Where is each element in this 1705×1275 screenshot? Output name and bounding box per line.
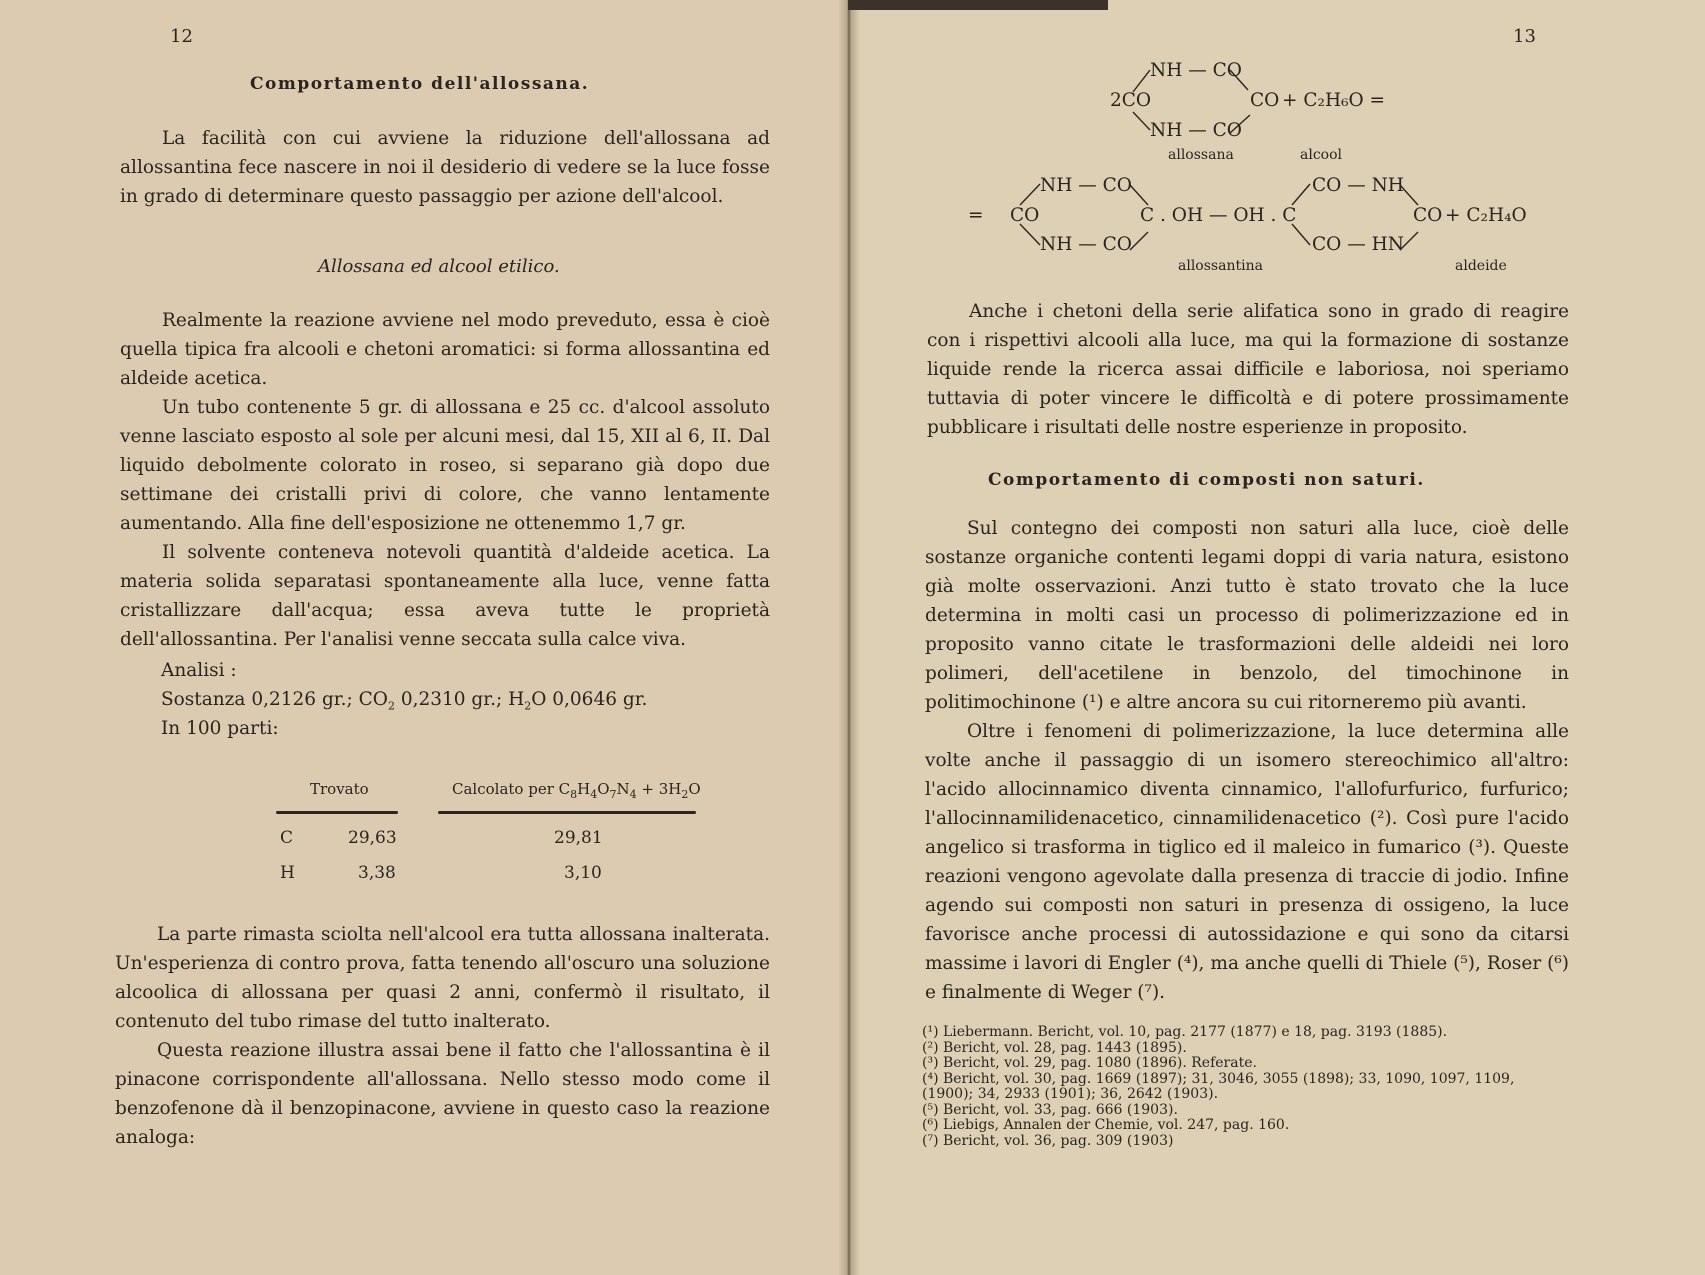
paragraph-unsaturated: Sul contegno dei composti non saturi alla luce, cioè delle sostanze organiche contenti legami doppi di varia natura, esistono già molte osservazioni. Anzi tutto è stato trovato che la luce determina in molti casi un processo di polimerizzazione ed in proposito vanno citate le trasformazioni delle aldeidi nei loro polimeri, dell'acetilene in benzolo, del timochinone in politimochinone (¹) e altre ancora su cui ritorneremo più avanti. — [925, 518, 1569, 713]
formula-co-hn-bottom: CO — HN — [1312, 234, 1404, 255]
paragraph-remaining: La parte rimasta sciolta nell'alcool era tutta allossana inalterata. Un'esperienza di contro prova, fatta tenendo all'oscuro una soluzione alcoolica di allossana per quasi 2 anni, confermò il risultato, il contenuto del tubo rimase del tutto inalterato. — [115, 924, 770, 1032]
row-h-element: H — [280, 863, 295, 883]
formula-co-right: CO — [1250, 90, 1280, 111]
paragraph-isomers: Oltre i fenomeni di polimerizzazione, la luce determina alle volte anche il passaggio di un isomero stereochimico all'altro: l'acido allocinnamico diventa cinnamico, l'allofurfurico, furfurico; l'allocinnamilidenacetico, cinnamilidenacetico (²). Così pure l'acido angelico si trasforma in tiglico ed il maleico in fumarico (³). Queste reazioni vengono agevolate dalla presenza di traccie di jodio. Infine agendo sui composti non saturi in presenza di ossigeno, la luce favorisce anche processi di autossidazione e qui sono da citarsi massime i lavori di Engler (⁴), ma anche quelli di Thiele (⁵), Roser (⁶) e finalmente di Weger (⁷). — [925, 721, 1569, 1003]
footnote-6: (⁶) Liebigs, Annalen der Chemie, vol. 247, pag. 160. — [922, 1117, 1290, 1133]
section-title-allossana: Comportamento dell'allossana. — [250, 74, 590, 94]
intro-paragraph: La facilità con cui avviene la riduzione dell'allossana ad allossantina fece nascere in noi il desiderio di vedere se la luce fosse in grado di determinare questo passaggio per azione dell'alcool. — [120, 128, 770, 207]
footnote-3: (³) Bericht, vol. 29, pag. 1080 (1896). Referate. — [922, 1055, 1257, 1071]
footnotes — [922, 1025, 1572, 1149]
formula-co-nh-top: CO — NH — [1312, 175, 1404, 196]
formula-bonds — [0, 0, 1705, 280]
page-number-right: 13 — [1513, 26, 1536, 47]
label-aldeide: aldeide — [1455, 258, 1507, 274]
brace-found — [276, 811, 398, 814]
formula-center: C . OH — OH . C — [1140, 205, 1297, 226]
footnote-5: (⁵) Bericht, vol. 33, pag. 666 (1903). — [922, 1101, 1178, 1118]
formula-nh-co-bottom: NH — CO — [1150, 120, 1242, 141]
row-c-found: 29,63 — [348, 828, 397, 848]
section-title-unsaturated: Comportamento di composti non saturi. — [988, 470, 1425, 490]
paragraph-experiment: Un tubo contenente 5 gr. di allossana e 25 cc. d'alcool assoluto venne lasciato esposto al sole per alcuni mesi, dal 15, XII al 6, II. Dal liquido debolmente colorato in roseo, si separano già dopo due settimane dei cristalli privi di colore, che vanno lentamente aumentando. Alla fine dell'esposizione ne ottenemmo 1,7 gr. — [120, 397, 770, 534]
label-alcool: alcool — [1300, 147, 1342, 163]
label-allossantina: allossantina — [1178, 258, 1263, 274]
formula-co-right2: CO — [1413, 205, 1443, 226]
footnote-1: (¹) Liebermann. Bericht, vol. 10, pag. 2177 (1877) e 18, pag. 3193 (1885). — [922, 1024, 1448, 1040]
formula-co-left2: CO — [1010, 205, 1040, 226]
paragraph-pinacone: Questa reazione illustra assai bene il fatto che l'allossantina è il pinacone corrispondente all'allossana. Nello stesso modo come il benzofenone dà il benzopinacone, avviene in questo caso la reazione analoga: — [115, 1040, 770, 1148]
row-c-calculated: 29,81 — [554, 828, 603, 848]
formula-nh-co-top: NH — CO — [1150, 60, 1242, 81]
row-h-calculated: 3,10 — [564, 863, 602, 883]
parts-label: In 100 parti: — [161, 718, 279, 739]
formula-plus-aldehyde: + C₂H₄O — [1445, 205, 1527, 226]
paragraph-reaction: Realmente la reazione avviene nel modo preveduto, essa è cioè quella tipica fra alcooli e chetoni aromatici: si forma allossantina ed aldeide acetica. — [120, 310, 770, 389]
footnote-4-cont: (1900); 34, 2933 (1901); 36, 2642 (1903). — [922, 1086, 1219, 1102]
footnote-7: (⁷) Bericht, vol. 36, pag. 309 (1903) — [922, 1132, 1174, 1149]
row-h-found: 3,38 — [358, 863, 396, 883]
subsection-title: Allossana ed alcool etilico. — [318, 256, 560, 277]
row-c-element: C — [280, 828, 294, 848]
analysis-substance-line: Sostanza 0,2126 gr.; $CO_2$ 0,2310 gr.; $H_2O$ 0,0646 gr. — [161, 689, 648, 713]
col-header-found: Trovato — [310, 780, 369, 798]
formula-nh-co-bottom2: NH — CO — [1040, 234, 1132, 255]
brace-calculated — [438, 811, 696, 814]
formula-equals: = — [968, 205, 984, 226]
analysis-label: Analisi : — [161, 660, 237, 681]
footnote-4: (⁴) Bericht, vol. 30, pag. 1669 (1897); 31, 3046, 3055 (1898); 33, 1090, 1097, 1109, — [922, 1070, 1515, 1087]
paragraph-aliphatic-ketones: Anche i chetoni della serie alifatica sono in grado di reagire con i rispettivi alcooli alla luce, ma qui la formazione di sostanze liquide rende la ricerca assai difficile e laboriosa, noi speriamo tuttavia di poter vincere le difficoltà e di potere prossimamente pubblicare i risultati delle nostre esperienze in proposito. — [927, 301, 1569, 438]
label-allossana: allossana — [1168, 147, 1234, 163]
footnote-2: (²) Bericht, vol. 28, pag. 1443 (1895). — [922, 1039, 1187, 1056]
formula-nh-co-top2: NH — CO — [1040, 175, 1132, 196]
formula-coefficient: 2CO — [1110, 90, 1152, 111]
page-number-left: 12 — [170, 26, 193, 47]
col-header-calculated: Calcolato per $C_8H_4O_7N_4 + 3H_2O$ — [452, 780, 701, 801]
paragraph-solvent: Il solvente conteneva notevoli quantità d'aldeide acetica. La materia solida separatasi spontaneamente alla luce, venne fatta cristallizzare dall'acqua; essa aveva tutte le proprietà dell'allossantina. Per l'analisi venne seccata sulla calce viva. — [120, 542, 770, 650]
formula-plus-alcohol: + C₂H₆O = — [1282, 90, 1386, 111]
